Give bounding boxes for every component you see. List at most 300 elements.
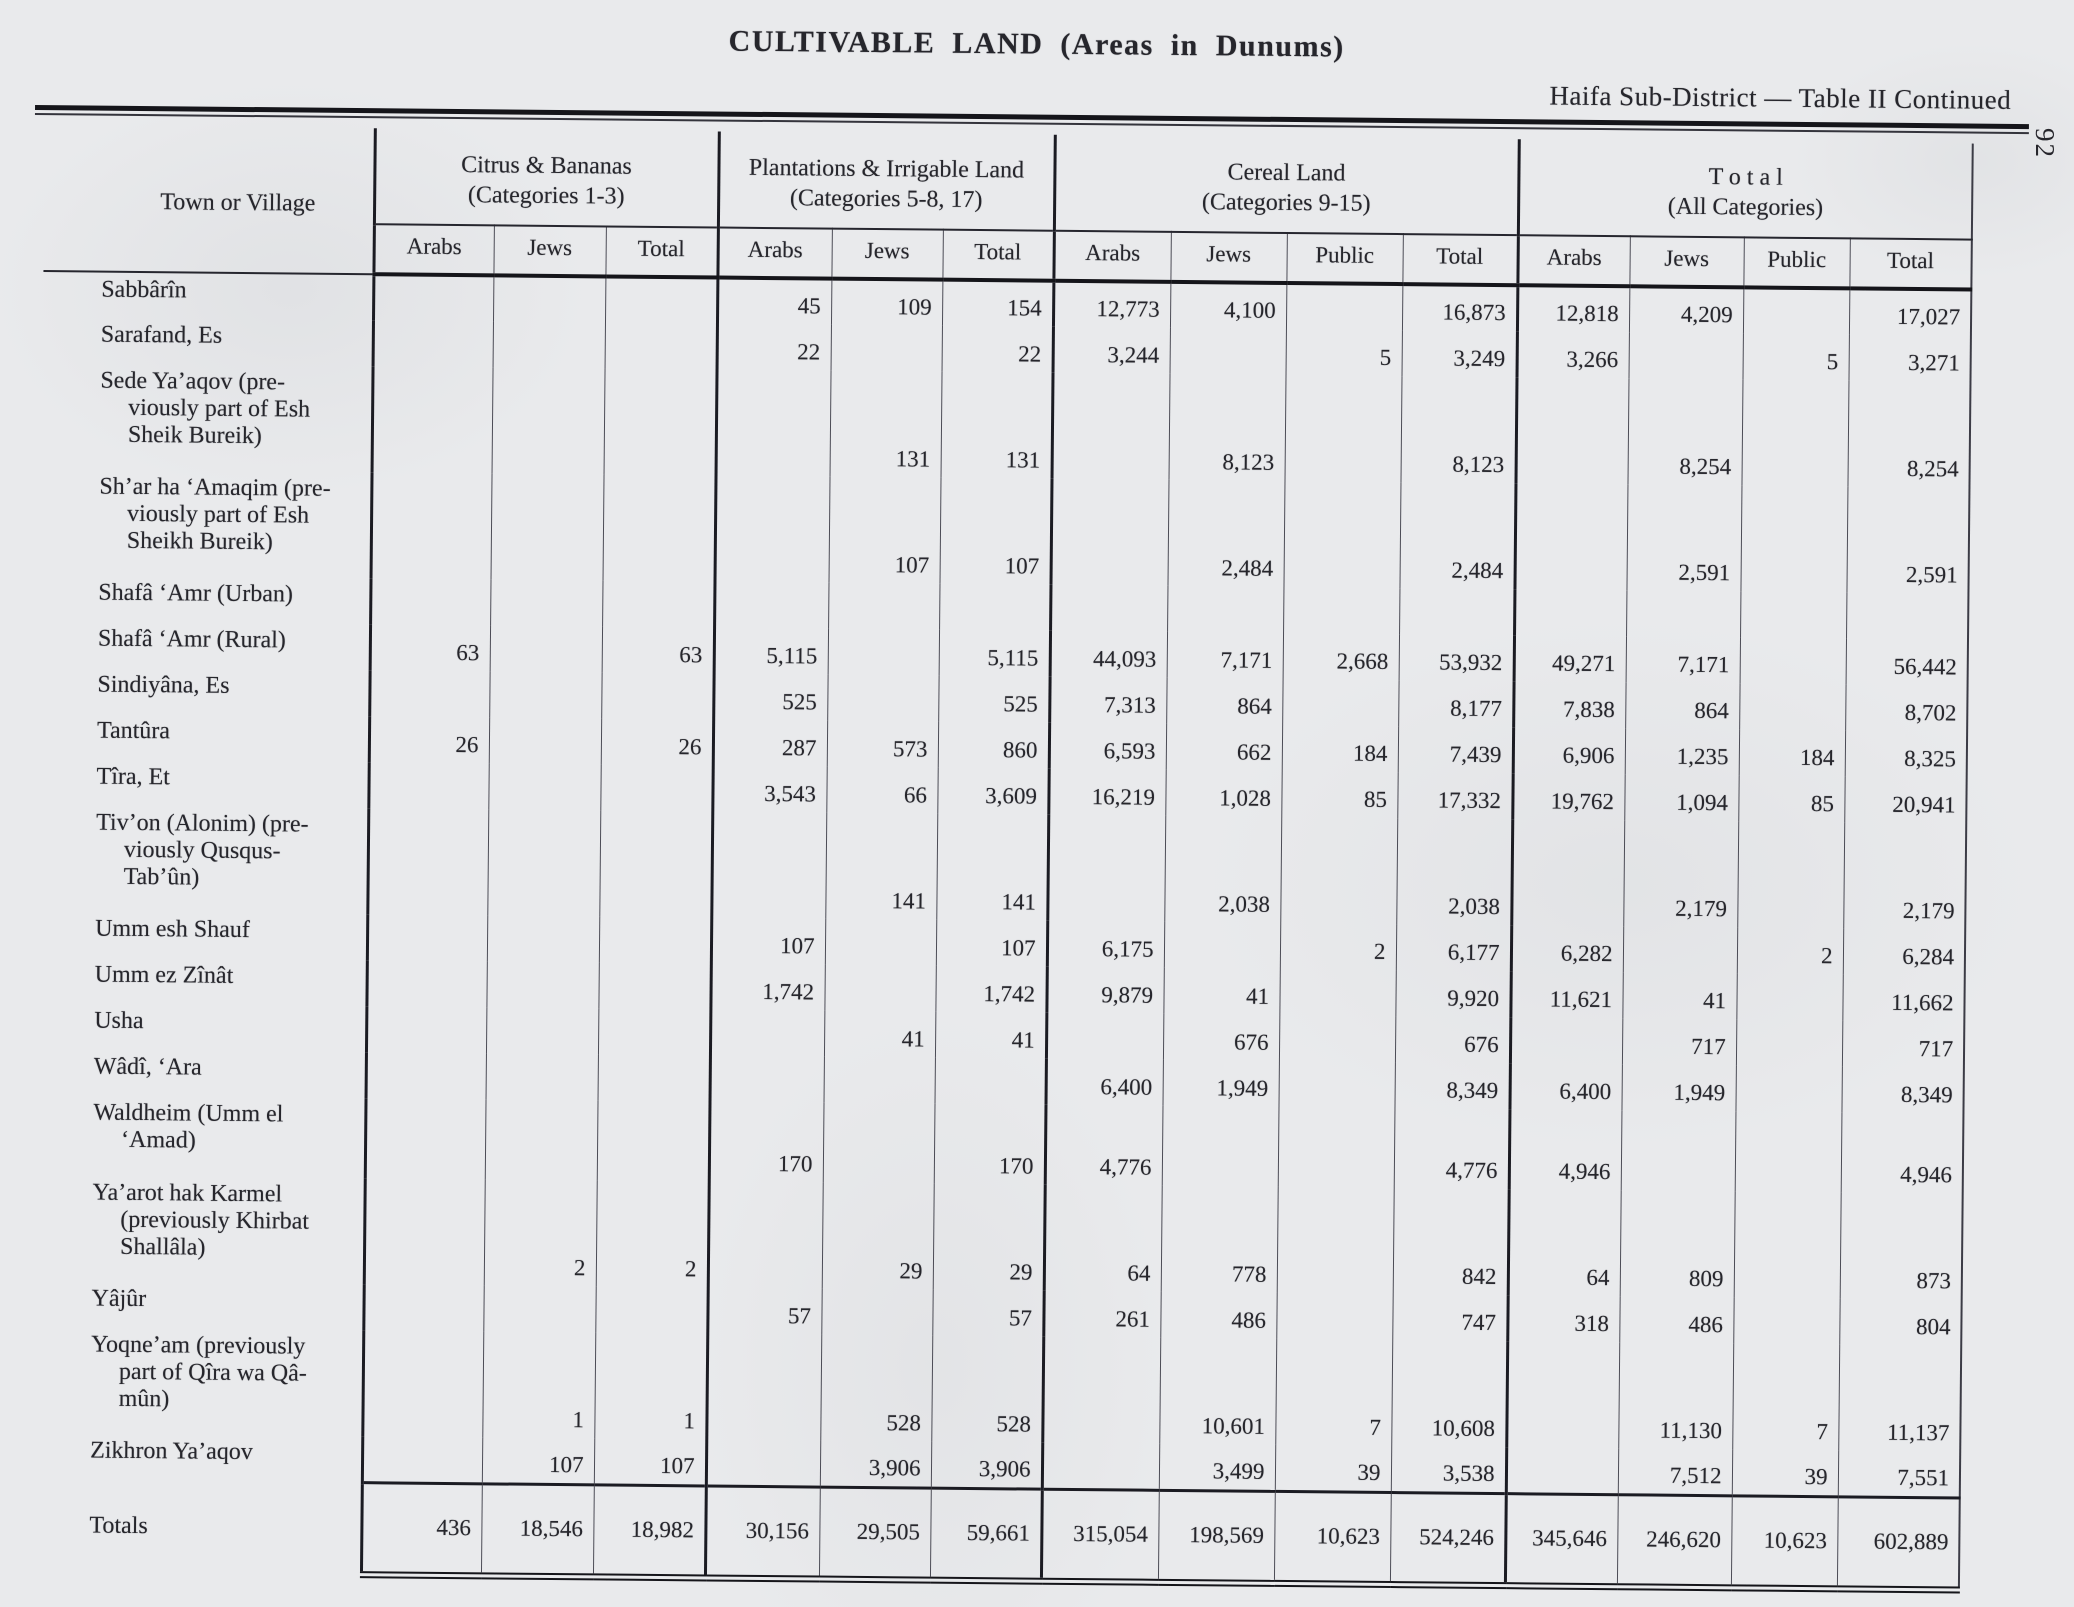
cell-value: 528 <box>931 1336 1043 1443</box>
cell-value <box>366 960 486 1007</box>
cell-value: 109 <box>831 279 942 326</box>
cell-value <box>1735 1111 1842 1192</box>
group-sublabel: (Categories 1-3) <box>467 182 625 210</box>
cell-value <box>363 1284 483 1331</box>
cell-value: 8,349 <box>1842 1066 1964 1113</box>
cell-value: 2,179 <box>1843 822 1966 929</box>
cell-value: 64 <box>1508 1189 1621 1296</box>
cell-value: 4,209 <box>1629 286 1743 333</box>
cell-value <box>714 582 828 629</box>
cell-value: 12,818 <box>1517 285 1629 332</box>
cell-value <box>366 1006 486 1053</box>
cell-value: 1 <box>482 1331 595 1438</box>
cell-value: 11,130 <box>1618 1342 1733 1449</box>
town-name: Ya’arot hak Karmel (previously Khirbat Shallâla) <box>92 1179 310 1261</box>
cell-value: 56,442 <box>1846 638 1968 685</box>
cell-value <box>489 717 601 764</box>
cell-value: 864 <box>1625 682 1739 729</box>
cell-value: 6,175 <box>1047 921 1164 968</box>
cell-value <box>1516 377 1629 484</box>
cell-value <box>488 763 600 810</box>
cell-value: 3,499 <box>1159 1444 1275 1491</box>
cell-value: 4,100 <box>1170 282 1286 329</box>
cell-value: 11,137 <box>1838 1344 1961 1451</box>
cell-value: 131 <box>941 372 1053 479</box>
cell-value <box>1052 373 1170 480</box>
cell-value: 864 <box>1166 678 1282 725</box>
cell-value: 6,282 <box>1511 925 1623 972</box>
table-row <box>41 469 1970 594</box>
cell-value: 2 <box>1737 927 1843 974</box>
cell-value: 154 <box>942 280 1053 327</box>
cell-value: 141 <box>936 814 1048 921</box>
cell-value <box>1742 379 1849 486</box>
cell-value: 10,608 <box>1391 1340 1507 1447</box>
cell-value <box>1164 922 1280 969</box>
cell-value: 804 <box>1839 1298 1961 1345</box>
cell-value: 525 <box>938 676 1049 723</box>
cell-value <box>1285 375 1402 482</box>
cell-value: 57 <box>707 1287 821 1334</box>
cell-value: 1,028 <box>1165 770 1281 817</box>
cell-value <box>604 368 717 475</box>
cell-value: 842 <box>1393 1188 1509 1295</box>
cell-value: 26 <box>601 718 713 765</box>
cell-value: 573 <box>827 721 938 768</box>
cell-value <box>597 1100 710 1181</box>
town-name: Yoqne’am (previously part of Qîra wa Qâ- mûn) <box>91 1331 307 1413</box>
table-footer <box>31 1479 1960 1590</box>
column-header: Arabs <box>1053 231 1170 282</box>
cell-value: 7,512 <box>1618 1448 1732 1495</box>
cell-value <box>599 810 712 917</box>
cell-value: 53,932 <box>1399 634 1514 681</box>
column-header: Arabs <box>717 228 831 279</box>
column-header: Jews <box>1170 232 1286 283</box>
cell-value <box>1047 815 1165 922</box>
cell-value: 5,115 <box>714 627 828 674</box>
cell-value: 676 <box>1395 1016 1510 1063</box>
cell-value <box>828 629 939 676</box>
cell-value <box>821 1289 932 1336</box>
cell-value <box>365 1098 486 1179</box>
group-label: Citrus & Bananas <box>461 152 632 180</box>
cell-value: 7 <box>1732 1343 1839 1450</box>
cell-value <box>711 811 826 918</box>
cell-value: 2,179 <box>1623 820 1738 927</box>
cell-value <box>1280 817 1397 924</box>
cell-value <box>1626 590 1740 637</box>
cell-value: 3,249 <box>1402 330 1517 377</box>
cell-value: 41 <box>1622 972 1736 1019</box>
town-name: Tantûra <box>96 717 171 745</box>
cell-value <box>1279 1015 1395 1062</box>
cell-value <box>710 1055 824 1102</box>
cell-value <box>1510 1017 1622 1064</box>
cell-value <box>1621 1110 1736 1191</box>
cell-value: 8,254 <box>1848 380 1971 487</box>
cell-value <box>1170 328 1286 375</box>
cell-value: 5 <box>1743 333 1849 380</box>
cell-value: 8,123 <box>1401 376 1517 483</box>
column-header: Jews <box>493 225 605 276</box>
cell-value <box>1506 1341 1619 1448</box>
table-row <box>42 363 1971 488</box>
group-header-cereal <box>1054 135 1519 235</box>
cell-value: 20,941 <box>1844 776 1966 823</box>
cell-value: 5,115 <box>939 630 1050 677</box>
cell-value <box>828 583 939 630</box>
cell-value: 1,949 <box>1622 1064 1736 1111</box>
cell-value <box>1162 1106 1279 1187</box>
cell-value: 16,219 <box>1048 769 1165 816</box>
column-header: Total <box>605 226 717 277</box>
totals-row <box>31 1479 1960 1590</box>
cell-value <box>369 670 489 717</box>
cell-value: 3,906 <box>931 1442 1042 1489</box>
cell-value <box>1511 819 1624 926</box>
cell-value: 107 <box>940 478 1052 585</box>
cell-value <box>831 325 942 372</box>
cell-value <box>485 1099 598 1180</box>
cell-value <box>1515 483 1628 590</box>
total-value: 436 <box>361 1482 482 1575</box>
cell-value <box>492 367 605 474</box>
column-header: Jews <box>1629 236 1743 287</box>
cell-value <box>483 1285 595 1332</box>
table-row <box>37 805 1966 930</box>
cell-value: 8,123 <box>1169 374 1286 481</box>
cell-value: 717 <box>1842 1020 1964 1067</box>
cell-value: 39 <box>1275 1445 1391 1492</box>
town-name: Zikhron Ya’aqov <box>90 1437 253 1466</box>
town-name: Wâdî, ‘Ara <box>93 1053 202 1081</box>
cell-value: 7 <box>1275 1339 1392 1446</box>
cell-value <box>371 472 492 579</box>
cell-value <box>599 916 711 963</box>
total-value: 602,889 <box>1837 1496 1960 1589</box>
town-name: Sh’ar ha ‘Amaqim (pre- viously part of Esh Sheikh Bureik) <box>99 473 331 556</box>
cell-value <box>706 1439 820 1486</box>
cell-value <box>939 584 1050 631</box>
cell-value <box>1734 1191 1841 1298</box>
cell-value: 6,593 <box>1049 723 1166 770</box>
cell-value: 107 <box>829 477 941 584</box>
total-value: 524,246 <box>1390 1492 1506 1585</box>
cultivable-land-table <box>31 125 1974 1593</box>
cell-value <box>598 962 710 1009</box>
cell-value: 10,601 <box>1159 1338 1276 1445</box>
column-header: Arabs <box>1517 235 1629 286</box>
cell-value <box>598 1008 710 1055</box>
cell-value: 22 <box>717 324 831 371</box>
table-row <box>34 1175 1963 1300</box>
cell-value: 7,551 <box>1838 1450 1960 1497</box>
cell-value <box>605 276 717 323</box>
total-value: 10,623 <box>1731 1495 1838 1588</box>
cell-value: 41 <box>824 1011 935 1058</box>
cell-value: 39 <box>1732 1449 1838 1496</box>
cell-value: 261 <box>1043 1291 1160 1338</box>
cell-value <box>373 320 493 367</box>
table-caption: Haifa Sub-District — Table II Continued <box>1549 80 2012 115</box>
cell-value <box>1278 1107 1395 1188</box>
cell-value: 7,838 <box>1513 681 1625 728</box>
cell-value <box>1623 926 1737 973</box>
cell-value: 717 <box>1622 1018 1736 1065</box>
cell-value <box>602 580 714 627</box>
cell-value: 49,271 <box>1514 635 1626 682</box>
cell-value <box>1741 485 1848 592</box>
cell-value: 486 <box>1619 1296 1733 1343</box>
cell-value <box>486 961 598 1008</box>
cell-value: 141 <box>825 813 937 920</box>
cell-value <box>490 579 602 626</box>
cell-value <box>1733 1297 1839 1344</box>
cell-value: 17,332 <box>1397 772 1512 819</box>
cell-value: 11,621 <box>1510 971 1622 1018</box>
column-header: Total <box>1849 238 1972 289</box>
totals-label: Totals <box>89 1512 148 1539</box>
cell-value: 63 <box>370 624 490 671</box>
cell-value <box>1740 637 1846 684</box>
cell-value <box>487 809 600 916</box>
cell-value <box>1051 479 1169 586</box>
cell-value: 44,093 <box>1050 631 1167 678</box>
cell-value: 3,543 <box>712 765 826 812</box>
cell-value: 45 <box>717 278 831 325</box>
column-header: Jews <box>831 229 942 280</box>
cell-value: 486 <box>1160 1292 1276 1339</box>
table-row <box>32 1327 1961 1452</box>
cell-value <box>601 672 713 719</box>
cell-value: 2 <box>1280 923 1396 970</box>
cell-value <box>1743 287 1849 334</box>
cell-value: 2,038 <box>1396 818 1512 925</box>
cell-value: 4,776 <box>1394 1108 1510 1189</box>
cell-value: 184 <box>1739 729 1845 776</box>
cell-value: 170 <box>934 1104 1046 1185</box>
total-value: 246,620 <box>1617 1494 1732 1587</box>
cell-value <box>491 473 604 580</box>
cell-value: 662 <box>1166 724 1282 771</box>
cell-value <box>1050 585 1167 632</box>
group-header-total <box>1518 139 1973 239</box>
town-name: Tîra, Et <box>96 763 171 791</box>
cell-value <box>493 275 605 322</box>
cell-value <box>362 1436 482 1483</box>
cell-value <box>827 675 938 722</box>
cell-value: 3,906 <box>820 1441 931 1488</box>
cell-value <box>708 1181 823 1288</box>
cell-value <box>1279 969 1395 1016</box>
cell-value: 29 <box>933 1184 1045 1291</box>
cell-value <box>489 671 601 718</box>
cell-value: 63 <box>602 626 714 673</box>
town-name: Shafâ ‘Amr (Rural) <box>97 625 286 654</box>
cell-value: 41 <box>1163 968 1279 1015</box>
cell-value <box>710 1009 824 1056</box>
cell-value <box>825 919 936 966</box>
cell-value: 64 <box>1044 1185 1162 1292</box>
cell-value: 525 <box>713 673 827 720</box>
cell-value <box>603 474 716 581</box>
total-value: 59,661 <box>930 1488 1042 1581</box>
town-name: Yâjûr <box>91 1285 147 1313</box>
group-sublabel: (Categories 5-8, 17) <box>789 185 983 214</box>
cell-value: 9,920 <box>1395 970 1510 1017</box>
cell-value: 7,439 <box>1398 726 1513 773</box>
cell-value: 8,325 <box>1845 730 1967 777</box>
cell-value: 3,538 <box>1391 1446 1506 1493</box>
page-title: CULTIVABLE LAND (Areas in Dunums) <box>728 24 1345 64</box>
cell-value <box>368 762 488 809</box>
cell-value <box>372 366 493 473</box>
cell-value: 41 <box>935 1012 1046 1059</box>
cell-value: 107 <box>594 1438 706 1485</box>
scanned-page <box>0 6 2074 1594</box>
cell-value <box>1737 821 1844 928</box>
cell-value <box>823 1103 935 1184</box>
cell-value: 2,484 <box>1168 480 1285 587</box>
cell-value: 17,027 <box>1849 288 1971 335</box>
cell-value: 1,235 <box>1625 728 1739 775</box>
cell-value <box>1276 1293 1392 1340</box>
group-header-citrus <box>374 128 719 227</box>
cell-value <box>706 1333 821 1440</box>
page-number: 92 <box>2030 128 2060 159</box>
cell-value <box>1167 586 1283 633</box>
town-name: Sindiyâna, Es <box>97 671 230 699</box>
cell-value <box>1277 1187 1394 1294</box>
cell-value: 66 <box>826 767 937 814</box>
town-name: Umm ez Zînât <box>94 961 234 989</box>
cell-value: 107 <box>482 1437 594 1484</box>
cell-value <box>486 1053 598 1100</box>
cell-value: 1 <box>594 1332 707 1439</box>
group-header-plantations <box>718 132 1055 231</box>
total-value: 18,982 <box>593 1484 706 1577</box>
cell-value: 8,702 <box>1845 684 1967 731</box>
cell-value: 528 <box>820 1335 932 1442</box>
cell-value: 1,742 <box>710 963 824 1010</box>
cell-value: 2,591 <box>1847 486 1970 593</box>
cell-value <box>487 915 599 962</box>
cell-value <box>595 1286 707 1333</box>
cell-value <box>1042 1443 1159 1490</box>
cell-value: 8,254 <box>1628 378 1743 485</box>
cell-value: 184 <box>1282 725 1398 772</box>
group-sublabel: (Categories 9-15) <box>1201 189 1371 217</box>
cell-value <box>486 1007 598 1054</box>
cell-value <box>1514 589 1626 636</box>
total-value: 315,054 <box>1041 1489 1159 1582</box>
cell-value: 4,776 <box>1045 1105 1163 1186</box>
cell-value: 19,762 <box>1512 773 1624 820</box>
cell-value: 3,609 <box>937 768 1048 815</box>
cell-value <box>1283 587 1399 634</box>
cell-value: 2 <box>596 1180 709 1287</box>
cell-value: 287 <box>713 719 827 766</box>
cell-value <box>598 1054 710 1101</box>
group-label: Cereal Land <box>1227 159 1346 187</box>
cell-value <box>1736 1065 1842 1112</box>
cell-value: 3,266 <box>1517 331 1629 378</box>
cell-value <box>370 578 490 625</box>
town-name: Waldheim (Umm el ‘Amad) <box>93 1099 284 1154</box>
total-value: 29,505 <box>819 1487 931 1580</box>
cell-value <box>605 322 717 369</box>
cell-value: 5 <box>1286 329 1402 376</box>
total-value: 10,623 <box>1274 1491 1391 1584</box>
cell-value <box>824 965 935 1012</box>
cell-value: 57 <box>932 1290 1043 1337</box>
cell-value: 29 <box>822 1183 934 1290</box>
cell-value: 2,668 <box>1283 633 1399 680</box>
cell-value: 1,094 <box>1624 774 1738 821</box>
cell-value <box>1629 332 1743 379</box>
group-label: T o t a l <box>1708 164 1783 191</box>
cell-value <box>1739 683 1845 730</box>
column-header-town: Town or Village <box>43 125 374 274</box>
cell-value: 6,906 <box>1513 727 1625 774</box>
cell-value: 6,400 <box>1510 1063 1622 1110</box>
cell-value: 7,171 <box>1167 632 1283 679</box>
cell-value <box>362 1330 483 1437</box>
cell-value: 809 <box>1620 1190 1735 1297</box>
cell-value <box>1736 1019 1842 1066</box>
cell-value: 107 <box>936 920 1047 967</box>
cell-value: 873 <box>1840 1192 1963 1299</box>
cell-value <box>1282 679 1398 726</box>
town-name: Sarafand, Es <box>100 321 223 349</box>
cell-value <box>1279 1061 1395 1108</box>
cell-value <box>1736 973 1842 1020</box>
table-header <box>43 125 1972 290</box>
cell-value: 8,177 <box>1398 680 1513 727</box>
cell-value <box>490 625 602 672</box>
column-header: Total <box>1402 234 1518 285</box>
cell-value: 2 <box>484 1179 597 1286</box>
cell-value: 3,271 <box>1849 334 1971 381</box>
cell-value <box>493 321 605 368</box>
cell-value: 22 <box>942 326 1053 373</box>
cell-value: 6,177 <box>1396 924 1511 971</box>
town-name: Usha <box>94 1007 144 1035</box>
cell-value <box>1283 481 1400 588</box>
cell-value: 860 <box>938 722 1049 769</box>
cell-value: 4,946 <box>1841 1112 1964 1193</box>
cell-value <box>364 1178 485 1285</box>
cell-value <box>1399 588 1514 635</box>
cell-value: 107 <box>711 917 825 964</box>
cell-value <box>373 274 493 321</box>
table-body <box>32 271 1972 1497</box>
cell-value <box>935 1058 1046 1105</box>
cell-value: 318 <box>1507 1295 1619 1342</box>
cell-value <box>1286 283 1402 330</box>
cell-value: 1,742 <box>935 966 1046 1013</box>
group-sublabel: (All Categories) <box>1667 193 1824 222</box>
cell-value <box>600 764 712 811</box>
total-value: 18,546 <box>481 1483 594 1576</box>
cell-value <box>367 808 488 915</box>
cell-value: 170 <box>709 1101 824 1182</box>
cell-value: 6,400 <box>1046 1059 1163 1106</box>
cell-value: 8,349 <box>1394 1062 1509 1109</box>
cell-value: 6,284 <box>1843 928 1965 975</box>
cell-value: 747 <box>1392 1294 1507 1341</box>
